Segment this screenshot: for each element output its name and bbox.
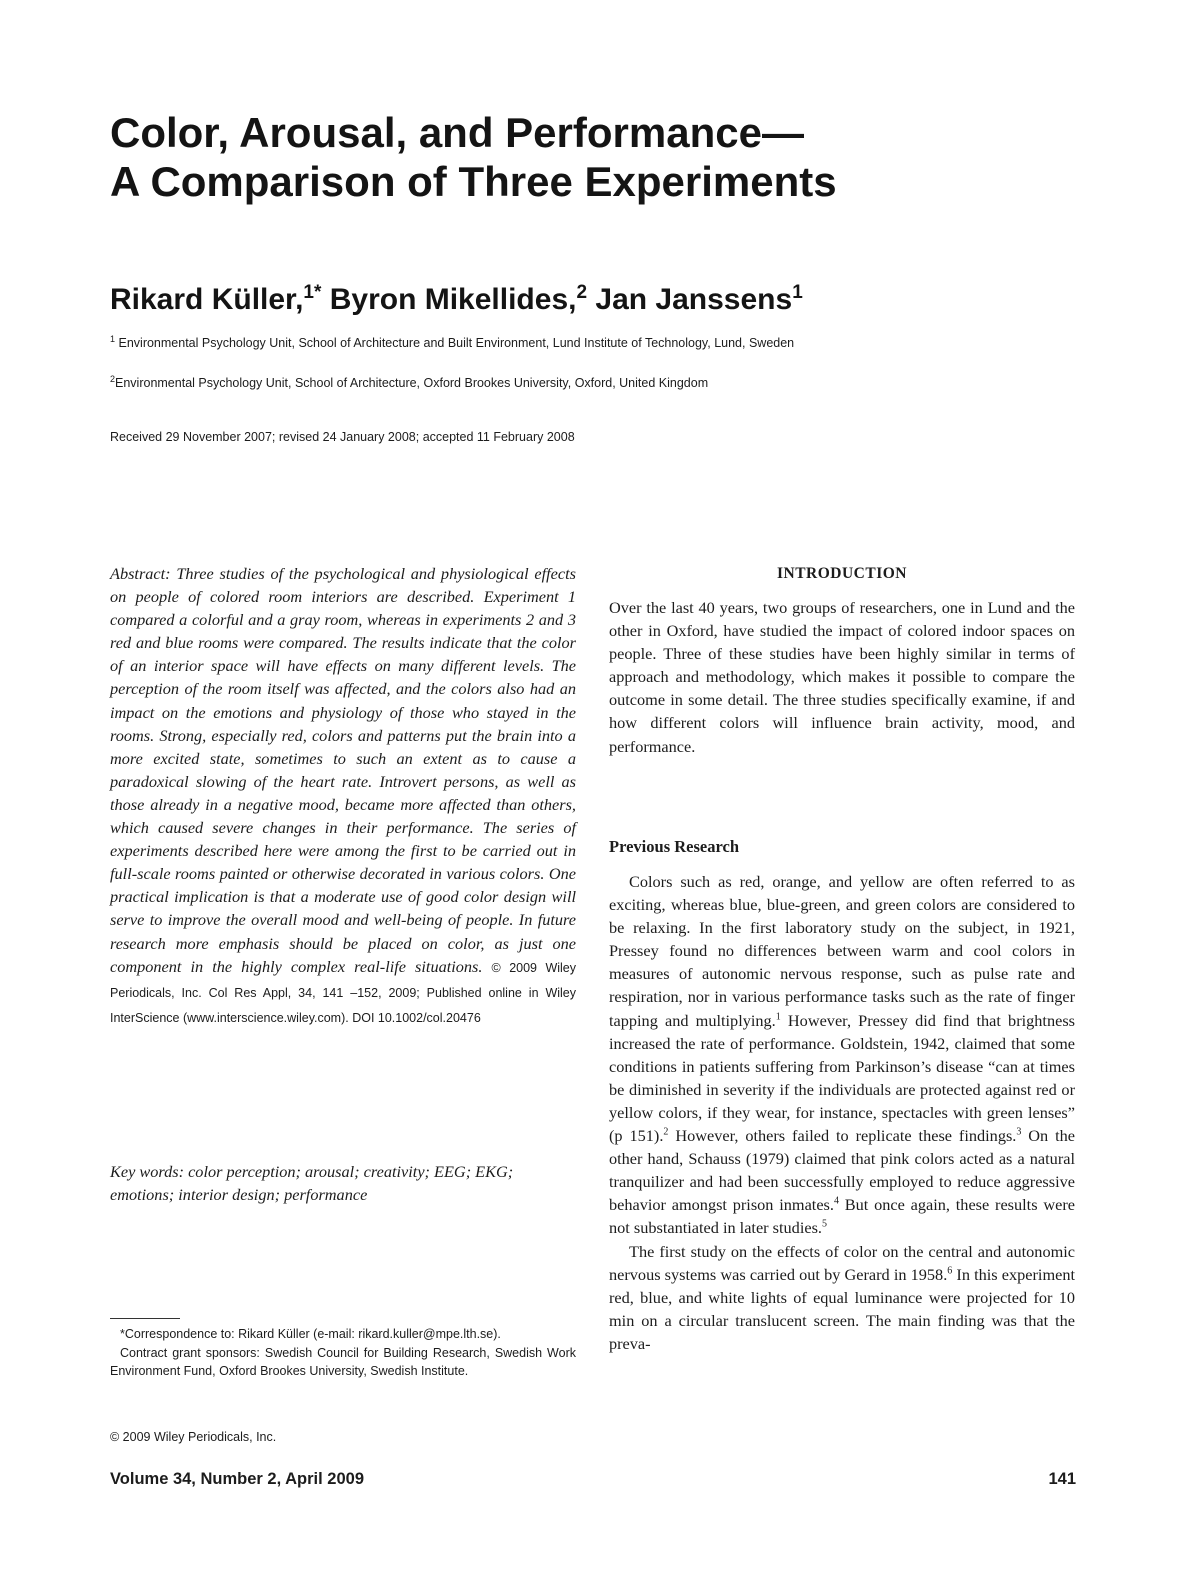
- abstract-text: Abstract: Three studies of the psychological and physiological effects on people of colored room interiors are described. Experiment 1 compared a colorful and a gray room, whereas in experiments 2 and 3 red and blue rooms were compared. The results indicate that the color of an interior space will have effects on many different levels. The perception of the room itself was affected, and the colors also had an impact on the emotions and physiology of those who stayed in the rooms. Strong, especially red, colors and patterns put the brain into a more excited state, sometimes to such an extent as to cause a paradoxical slowing of the heart rate. Introvert persons, as well as those already in a negative mood, became more affected than others, which caused severe changes in their performance. The series of experiments described here were among the first to be carried out in full-scale rooms painted or otherwise decorated in various colors. One practical implication is that a moderate use of good color design will serve to improve the overall mood and well-being of people. In future research more emphasis should be placed on color, as just one component in the highly complex real-life situations.: [110, 564, 576, 976]
- citation-mark: 1: [775, 1011, 781, 1023]
- paragraph-text: However, Pressey did find that brightness increased the rate of performance. Goldstein, 1942, claimed that some conditions in patients suffering from Parkinson’s disease “can at times be diminished in severity if the individuals are protected against red or yellow colors, if they wear, for instance, spectacles with green lenses” (p 151).: [609, 1010, 1075, 1146]
- affiliation-mark: 1: [110, 334, 116, 344]
- paragraph-text: On the other hand, Schauss (1979) claimed that pink colors acted as a natural tranquilizer and had been successfully employed to reduce aggressive behavior amongst prison inmates.: [609, 1126, 1076, 1215]
- page-footer: [110, 1468, 1076, 1490]
- abstract: [110, 562, 576, 1030]
- keywords: Key words: color perception; arousal; creativity; EEG; EKG; emotions; interior design; performance: [110, 1162, 514, 1204]
- affiliation-1: [110, 330, 1010, 352]
- affiliation-text: Environmental Psychology Unit, School of Architecture, Oxford Brookes University, Oxford, United Kingdom: [115, 376, 709, 391]
- affiliation-mark: 2: [110, 374, 116, 384]
- correspondence-note: *Correspondence to: Rikard Küller (e-mail: rikard.kuller@mpe.lth.se).: [120, 1327, 501, 1341]
- author-affiliation-mark: 1*: [303, 282, 322, 303]
- citation-mark: 5: [821, 1218, 827, 1230]
- previous-research-heading: Previous Research: [609, 837, 739, 856]
- citation-mark: 2: [663, 1126, 669, 1138]
- author-name: Jan Janssens: [595, 283, 793, 316]
- paragraph-text: Colors such as red, orange, and yellow are often referred to as exciting, whereas blue, blue-green, and green colors are considered to be relaxing. In the first laboratory study on the subject, in 1921, Pressey found no differences between warm and cool colors in measures of autonomic nervous response, such as pulse rate and respiration, nor in various performance tasks such as the rate of finger tapping and multiplying.: [609, 872, 1075, 1030]
- title-line-1: Color, Arousal, and Performance—: [110, 109, 804, 156]
- previous-research-paragraph-1: [609, 870, 1075, 1240]
- copyright-note: © 2009 Wiley Periodicals, Inc.: [110, 1430, 277, 1444]
- introduction-body: [609, 596, 1075, 758]
- author-affiliation-mark: 2: [576, 282, 588, 303]
- footnotes: [110, 1325, 576, 1381]
- paragraph-text: The first study on the effects of color on the central and autonomic nervous systems was carried out by Gerard in 1958.: [609, 1241, 1075, 1284]
- title-line-2: A Comparison of Three Experiments: [110, 158, 837, 205]
- abstract-citation: © 2009 Wiley Periodicals, Inc. Col Res Appl, 34, 141 –152, 2009; Published online in Wiley InterScience (www.interscience.wiley.com). DOI 10.1002/col.20476: [110, 960, 577, 1025]
- affiliation-2: [110, 370, 1010, 392]
- paragraph-text: However, others failed to replicate these findings.: [668, 1126, 1017, 1146]
- received-dates: Received 29 November 2007; revised 24 January 2008; accepted 11 February 2008: [110, 430, 575, 444]
- previous-research-paragraph-2: [609, 1240, 1075, 1355]
- citation-mark: 6: [947, 1265, 953, 1277]
- paragraph-text: But once again, these results were not substantiated in later studies.: [609, 1195, 1075, 1238]
- citation-mark: 3: [1016, 1126, 1022, 1138]
- paragraph-text: In this experiment red, blue, and white lights of equal luminance were projected for 10 min on a circular translucent screen. The main finding was that the preva-: [609, 1264, 1076, 1353]
- author-list: [110, 280, 1110, 320]
- journal-issue: Volume 34, Number 2, April 2009: [110, 1470, 365, 1488]
- page-number: 141: [1048, 1470, 1076, 1488]
- affiliation-text: Environmental Psychology Unit, School of Architecture and Built Environment, Lund Institute of Technology, Lund, Sweden: [118, 336, 795, 351]
- introduction-heading: INTRODUCTION: [776, 565, 907, 582]
- author-affiliation-mark: 1: [792, 282, 803, 303]
- article-title: [110, 108, 1110, 206]
- introduction-paragraph: Over the last 40 years, two groups of researchers, one in Lund and the other in Oxford, have studied the impact of colored indoor spaces on people. Three of these studies have been highly similar in terms of approach and methodology, which makes it possible to compare the outcome in some detail. The three studies specifically examine, if and how different colors will influence brain activity, mood, and performance.: [609, 598, 1075, 756]
- footnote-rule: [110, 1318, 180, 1319]
- grant-note: Contract grant sponsors: Swedish Council for Building Research, Swedish Work Environment Fund, Oxford Brookes University, Swedish Institute.: [110, 1345, 576, 1378]
- previous-research-body: [609, 870, 1075, 1355]
- author-name: Rikard Küller,: [110, 283, 304, 316]
- author-name: Byron Mikellides,: [329, 283, 577, 316]
- citation-mark: 4: [833, 1195, 839, 1207]
